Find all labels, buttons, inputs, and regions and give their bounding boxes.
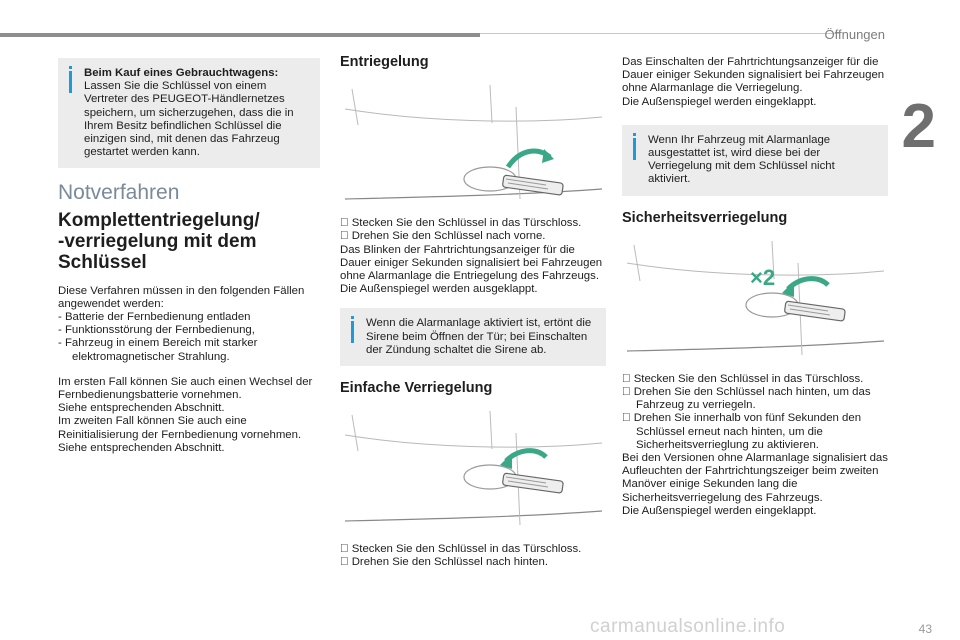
paragraph: Diese Verfahren müssen in den folgenden Fällen angewendet werden:: [58, 284, 305, 310]
paragraph: Im zweiten Fall können Sie auch eine Reinitialisierung der Fernbedienung vornehmen.: [58, 415, 302, 441]
procedure-heading-line-1: Komplettentriegelung/: [58, 209, 260, 231]
info-icon: [630, 133, 640, 160]
info-box-alarm-lock: [622, 125, 888, 196]
paragraph: Die Außenspiegel werden eingeklappt.: [622, 504, 817, 517]
door-key-deadlock-image: [622, 235, 888, 359]
step-item: Drehen Sie den Schlüssel nach hinten, um das Fahrzeug zu verriegeln.: [622, 386, 859, 412]
paragraph: Bei den Versionen ohne Alarmanlage signalisiert das Aufleuchten der Fahrtrichtungszeiger beim zweiten Manöver einige Sekunden lang die Sicherheitsverriegelung des Fahrzeugs.: [622, 452, 888, 504]
header-rule: [0, 33, 480, 37]
page-number: 43: [918, 622, 932, 636]
info-box-title: Beim Kauf eines Gebrauchtwagens:: [84, 67, 279, 79]
info-box-alarm-unlock: [340, 308, 606, 366]
step-item: Stecken Sie den Schlüssel in das Türschloss.: [340, 543, 570, 556]
info-box-text: Lassen Sie die Schlüssel von einem Vertreter des PEUGEOT-Händlernetzes speichern, um sicherzugehen, dass die in Ihrem Besitz befindlichen Schlüssel die einzigen sind, mit denen das Fahrzeug gestartet werden kann.: [84, 80, 294, 159]
paragraph: Siehe entsprechenden Abschnitt.: [58, 402, 225, 415]
column-3: [622, 56, 888, 518]
header-rule-thin: [480, 33, 840, 34]
step-item: Stecken Sie den Schlüssel in das Türschloss.: [340, 217, 570, 230]
heading-unlock: Entriegelung: [340, 54, 429, 70]
section-title: Öffnungen: [824, 27, 885, 42]
illustration-unlock: [340, 79, 606, 203]
column-2: [340, 56, 606, 570]
procedure-heading: [58, 210, 320, 273]
list-item: - Funktionsstörung der Fernbedienung,: [58, 324, 255, 337]
paragraph: Siehe entsprechenden Abschnitt.: [58, 441, 225, 454]
heading-deadlock: Sicherheitsverriegelung: [622, 209, 788, 226]
door-key-unlock-image: [340, 79, 606, 203]
watermark: carmanualsonline.info: [590, 616, 786, 637]
step-item: Drehen Sie innerhalb von fünf Sekunden den Schlüssel erneut nach hinten, um die Sicherheitsverrieglung zu aktivieren.: [622, 412, 850, 451]
list-item: - Fahrzeug in einem Bereich mit starker elektromagnetischer Strahlung.: [58, 337, 258, 363]
paragraph: Das Einschalten der Fahrtrichtungsanzeiger für die Dauer einiger Sekunden signalisiert bei Fahrzeugen ohne Alarmanlage die Verriegelung.: [622, 56, 885, 95]
heading-simple-lock: Einfache Verriegelung: [340, 380, 493, 397]
info-box-used-car: [58, 58, 320, 168]
column-1: [58, 58, 320, 455]
repeat-twice-label: ×2: [750, 264, 776, 290]
list-item: - Batterie der Fernbedienung entladen: [58, 311, 251, 324]
info-icon: [348, 316, 358, 343]
procedure-heading-line-2: -verriegelung mit dem: [58, 230, 257, 252]
info-box-text: Wenn die Alarmanlage aktiviert ist, ertönt die Sirene beim Öffnen der Tür; bei Einschalten der Zündung schaltet die Sirene ab.: [366, 317, 592, 356]
step-item: Drehen Sie den Schlüssel nach hinten.: [340, 556, 537, 569]
illustration-deadlock: [622, 235, 888, 359]
procedure-heading-line-3: Schlüssel: [58, 251, 147, 273]
paragraph: Das Blinken der Fahrtrichtungsanzeiger für die Dauer einiger Sekunden signalisiert bei Fahrzeugen ohne Alarmanlage die Entriegelung des Fahrzeugs.: [340, 243, 603, 283]
step-item: Stecken Sie den Schlüssel in das Türschloss.: [622, 372, 852, 385]
door-key-lock-image: [340, 405, 606, 529]
paragraph: Im ersten Fall können Sie auch einen Wechsel der Fernbedienungsbatterie vornehmen.: [58, 375, 313, 402]
illustration-lock: [340, 405, 606, 529]
paragraph: Die Außenspiegel werden ausgeklappt.: [340, 283, 538, 296]
chapter-heading: Notverfahren: [58, 181, 180, 205]
chapter-number: 2: [901, 92, 936, 161]
info-box-text: Wenn Ihr Fahrzeug mit Alarmanlage ausgestattet ist, wird diese bei der Verriegelung mit dem Schlüssel nicht aktiviert.: [648, 133, 835, 186]
info-icon: [66, 66, 76, 93]
step-item: Drehen Sie den Schlüssel nach vorne.: [340, 230, 534, 243]
paragraph: Die Außenspiegel werden eingeklappt.: [622, 95, 817, 108]
